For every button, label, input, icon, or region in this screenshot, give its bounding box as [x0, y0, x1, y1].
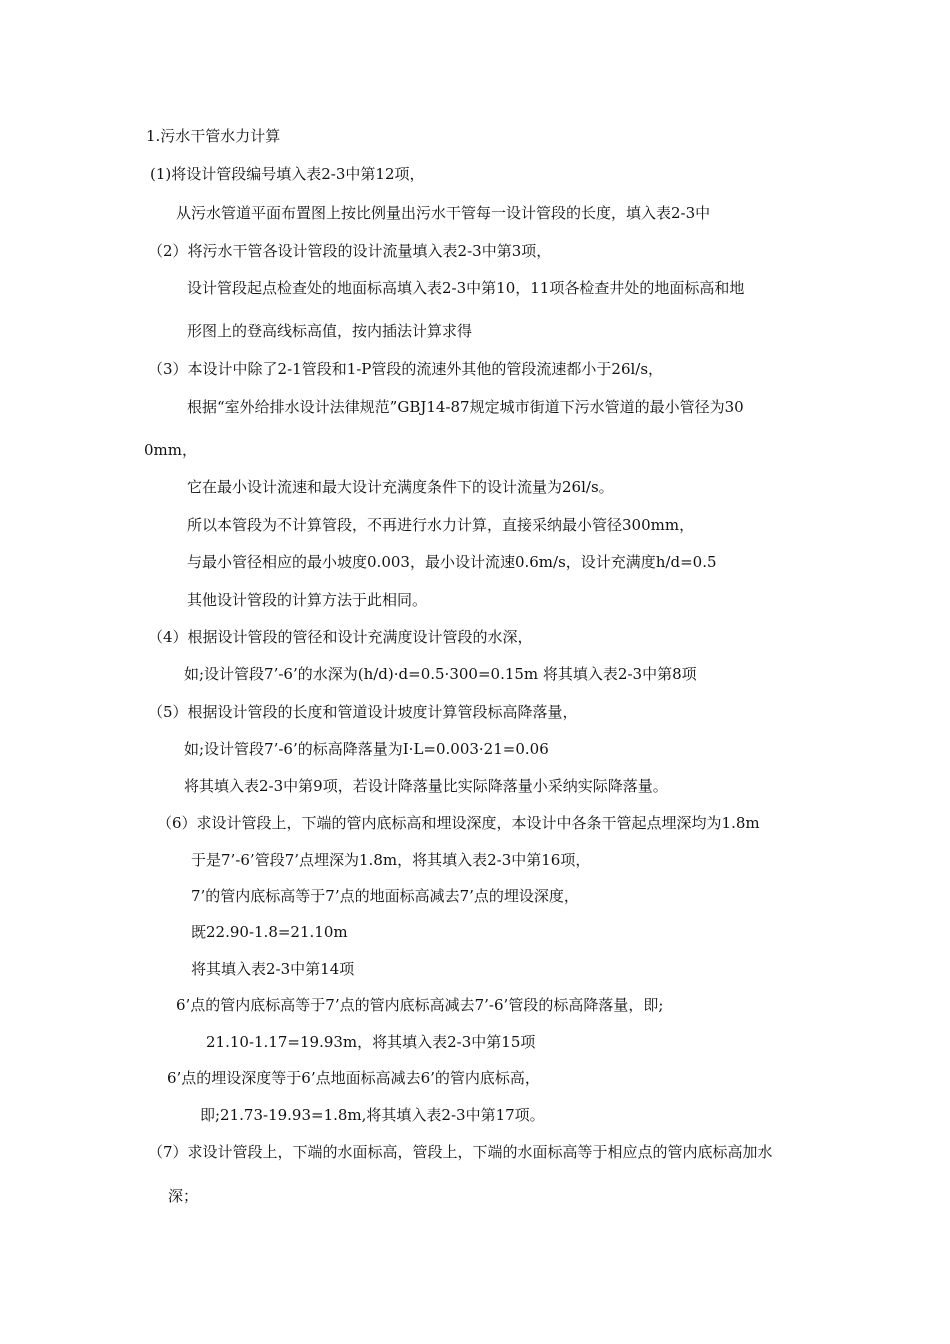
section-heading: 1.污水干管水力计算: [146, 127, 281, 145]
step-5-detail-2: 将其填入表2-3中第9项，若设计降落量比实际降落量小采纳实际降落量。: [184, 777, 668, 795]
step-6-detail-5: 6’点的管内底标高等于7’点的管内底标高减去7’-6’管段的标高降落量，即;: [176, 996, 664, 1014]
step-5-line: （5）根据设计管段的长度和管道设计坡度计算管段标高降落量，: [148, 703, 578, 721]
step-6-detail-7: 6’点的埋设深度等于6’点地面标高减去6’的管内底标高，: [167, 1069, 540, 1087]
step-2-line: （2）将污水干管各设计管段的设计流量填入表2-3中第3项，: [148, 242, 552, 260]
step-1-line: (1)将设计管段编号填入表2-3中第12项，: [150, 165, 425, 183]
step-6-detail-8: 即;21.73-19.93=1.8m,将其填入表2-3中第17项。: [200, 1106, 545, 1124]
step-6-detail-2: 7’的管内底标高等于7’点的地面标高减去7’点的埋设深度，: [191, 887, 579, 905]
step-3-detail-4: 与最小管径相应的最小坡度0.003，最小设计流速0.6m/s，设计充满度h/d=0.5: [187, 553, 717, 571]
step-3-detail-5: 其他设计管段的计算方法于此相同。: [187, 591, 428, 609]
step-6-detail-6: 21.10-1.17=19.93m，将其填入表2-3中第15项: [206, 1033, 536, 1051]
step-1-detail: 从污水管道平面布置图上按比例量出污水干管每一设计管段的长度，填入表2-3中: [176, 204, 711, 222]
step-6-detail-3: 既22.90-1.8=21.10m: [191, 923, 348, 941]
step-3-detail-1-wrap: 0mm，: [144, 441, 197, 459]
step-3-line: （3）本设计中除了2-1管段和1-P管段的流速外其他的管段流速都小于26l/s，: [148, 360, 664, 378]
step-7-line: （7）求设计管段上，下端的水面标高，管段上，下端的水面标高等于相应点的管内底标高加水: [148, 1143, 773, 1161]
step-7-line-wrap: 深；: [168, 1187, 199, 1205]
step-6-line: （6）求设计管段上，下端的管内底标高和埋设深度，本设计中各条干管起点埋深均为1.8m: [157, 814, 760, 832]
step-3-detail-2: 它在最小设计流速和最大设计充满度条件下的设计流量为26l/s。: [187, 478, 614, 496]
step-6-detail-1: 于是7’-6’管段7’点埋深为1.8m，将其填入表2-3中第16项，: [191, 851, 591, 869]
step-4-line: （4）根据设计管段的管径和设计充满度设计管段的水深，: [148, 628, 533, 646]
step-6-detail-4: 将其填入表2-3中第14项: [191, 960, 355, 978]
step-4-detail: 如;设计管段7’-6’的水深为(h/d)·d=0.5·300=0.15m 将其填入表2-3中第8项: [184, 665, 697, 683]
step-5-detail-1: 如;设计管段7’-6’的标高降落量为I·L=0.003·21=0.06: [184, 740, 549, 758]
step-3-detail-3: 所以本管段为不计算管段，不再进行水力计算，直接采纳最小管径300mm，: [187, 516, 695, 534]
step-2-detail-1: 设计管段起点检查处的地面标高填入表2-3中第10，11项各检查井处的地面标高和地: [187, 279, 745, 297]
step-2-detail-2: 形图上的登高线标高值，按内插法计算求得: [187, 322, 473, 340]
step-3-detail-1: 根据“室外给排水设计法律规范”GBJ14-87规定城市街道下污水管道的最小管径为30: [187, 398, 744, 416]
